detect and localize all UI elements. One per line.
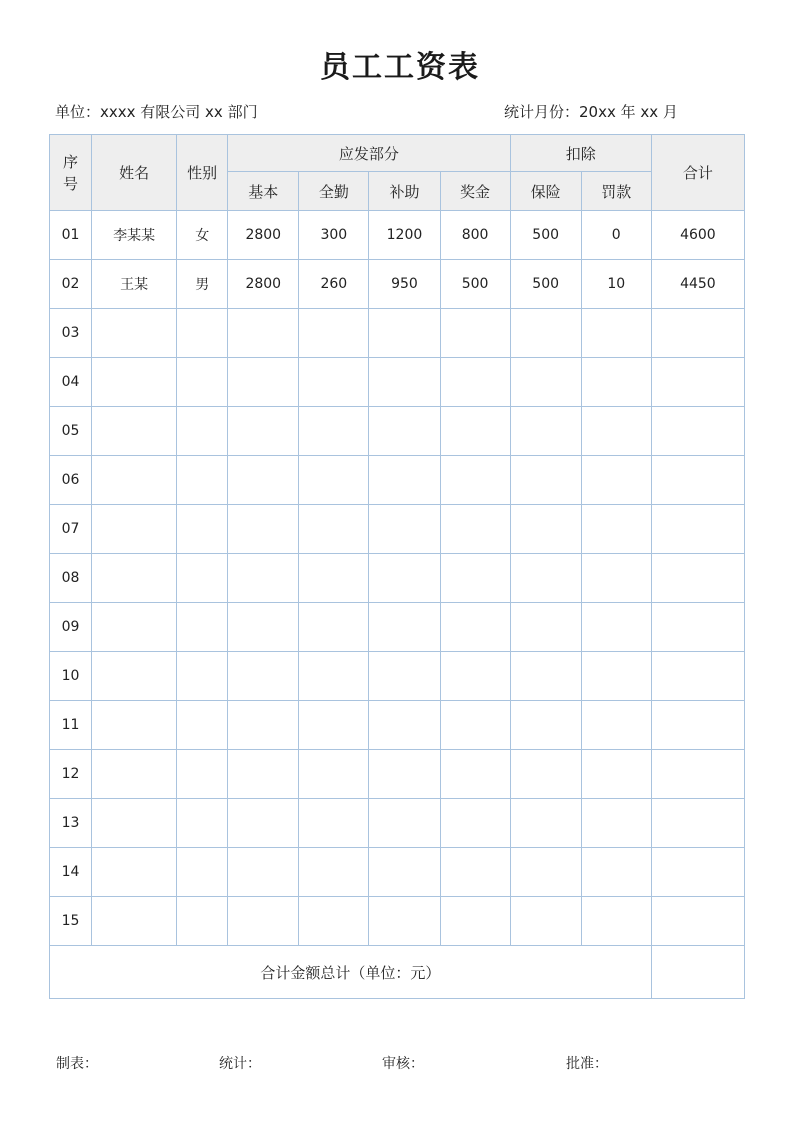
cell-insurance[interactable]: [510, 701, 581, 750]
cell-fine[interactable]: [581, 456, 651, 505]
cell-attendance[interactable]: [299, 309, 369, 358]
cell-name[interactable]: [92, 799, 177, 848]
cell-total[interactable]: [651, 554, 744, 603]
cell-total[interactable]: [651, 456, 744, 505]
header-payable: 应发部分: [228, 135, 510, 172]
cell-insurance[interactable]: [510, 309, 581, 358]
month-label: 统计月份：20xx 年 xx 月: [504, 103, 678, 121]
cell-attendance[interactable]: [299, 603, 369, 652]
cell-seq: 01: [50, 211, 92, 260]
cell-gender[interactable]: [177, 750, 228, 799]
cell-base[interactable]: [228, 505, 299, 554]
cell-bonus[interactable]: [440, 799, 510, 848]
cell-seq: 03: [50, 309, 92, 358]
cell-seq: 11: [50, 701, 92, 750]
cell-base[interactable]: [228, 750, 299, 799]
cell-fine[interactable]: [581, 701, 651, 750]
header-insurance: 保险: [510, 172, 581, 211]
cell-fine[interactable]: [581, 554, 651, 603]
cell-insurance[interactable]: 500: [510, 260, 581, 309]
cell-seq: 05: [50, 407, 92, 456]
cell-name[interactable]: [92, 848, 177, 897]
table-row: [50, 211, 745, 260]
cell-base[interactable]: [228, 652, 299, 701]
cell-fine[interactable]: 10: [581, 260, 651, 309]
footer-statistics: 统计：: [219, 1056, 261, 1072]
cell-base[interactable]: [228, 554, 299, 603]
cell-subsidy[interactable]: [369, 554, 440, 603]
cell-seq: 14: [50, 848, 92, 897]
cell-gender[interactable]: [177, 799, 228, 848]
cell-subsidy[interactable]: 950: [369, 260, 440, 309]
cell-name[interactable]: [92, 603, 177, 652]
cell-bonus[interactable]: 800: [440, 211, 510, 260]
cell-attendance[interactable]: 260: [299, 260, 369, 309]
salary-table: [49, 134, 745, 999]
header-bonus: 奖金: [440, 172, 510, 211]
table-row: [50, 554, 745, 603]
total-label: 合计金额总计（单位：元）: [50, 946, 652, 999]
cell-bonus[interactable]: [440, 358, 510, 407]
cell-total[interactable]: 4600: [651, 211, 744, 260]
cell-subsidy[interactable]: [369, 799, 440, 848]
cell-gender[interactable]: [177, 848, 228, 897]
cell-insurance[interactable]: [510, 505, 581, 554]
table-row: [50, 750, 745, 799]
cell-base[interactable]: [228, 358, 299, 407]
cell-seq: 15: [50, 897, 92, 946]
cell-bonus[interactable]: [440, 309, 510, 358]
cell-name[interactable]: [92, 505, 177, 554]
cell-name[interactable]: [92, 750, 177, 799]
cell-fine[interactable]: [581, 799, 651, 848]
cell-insurance[interactable]: [510, 603, 581, 652]
cell-base[interactable]: [228, 456, 299, 505]
cell-total[interactable]: [651, 897, 744, 946]
table-row: [50, 407, 745, 456]
cell-gender[interactable]: [177, 897, 228, 946]
cell-subsidy[interactable]: [369, 456, 440, 505]
cell-total[interactable]: [651, 750, 744, 799]
cell-fine[interactable]: [581, 848, 651, 897]
cell-seq: 10: [50, 652, 92, 701]
header-name: 姓名: [92, 135, 177, 211]
table-row: [50, 799, 745, 848]
header-seq-bottom: 号: [63, 174, 79, 193]
cell-insurance[interactable]: 500: [510, 211, 581, 260]
cell-seq: 12: [50, 750, 92, 799]
cell-gender[interactable]: [177, 554, 228, 603]
cell-name[interactable]: [92, 358, 177, 407]
cell-bonus[interactable]: [440, 750, 510, 799]
footer-approve: 批准：: [566, 1056, 608, 1072]
cell-gender[interactable]: [177, 652, 228, 701]
table-row: [50, 358, 745, 407]
cell-gender[interactable]: [177, 701, 228, 750]
table-row: [50, 603, 745, 652]
cell-total[interactable]: [651, 799, 744, 848]
cell-fine[interactable]: [581, 505, 651, 554]
table-row: [50, 701, 745, 750]
cell-name[interactable]: 李某某: [92, 211, 177, 260]
page-title: 员工工资表: [320, 50, 480, 85]
header-seq: [50, 135, 92, 211]
cell-gender[interactable]: [177, 505, 228, 554]
cell-fine[interactable]: [581, 407, 651, 456]
cell-total[interactable]: [651, 652, 744, 701]
cell-gender[interactable]: [177, 603, 228, 652]
cell-name[interactable]: [92, 554, 177, 603]
table-row: [50, 260, 745, 309]
cell-fine[interactable]: [581, 750, 651, 799]
footer-review: 审核：: [382, 1056, 424, 1072]
header-attendance: 全勤: [299, 172, 369, 211]
footer-made-by: 制表：: [56, 1056, 98, 1072]
cell-attendance[interactable]: [299, 456, 369, 505]
cell-bonus[interactable]: [440, 603, 510, 652]
cell-attendance[interactable]: [299, 652, 369, 701]
cell-base[interactable]: [228, 897, 299, 946]
cell-insurance[interactable]: [510, 407, 581, 456]
cell-fine[interactable]: [581, 358, 651, 407]
cell-subsidy[interactable]: [369, 407, 440, 456]
table-row: [50, 848, 745, 897]
cell-insurance[interactable]: [510, 456, 581, 505]
cell-bonus[interactable]: [440, 505, 510, 554]
cell-base[interactable]: 2800: [228, 260, 299, 309]
cell-name[interactable]: [92, 456, 177, 505]
cell-subsidy[interactable]: [369, 848, 440, 897]
table-row: [50, 309, 745, 358]
header-seq-top: 序: [63, 152, 79, 171]
cell-name[interactable]: [92, 309, 177, 358]
header-subsidy: 补助: [369, 172, 440, 211]
cell-attendance[interactable]: 300: [299, 211, 369, 260]
cell-seq: 08: [50, 554, 92, 603]
cell-attendance[interactable]: [299, 554, 369, 603]
cell-bonus[interactable]: [440, 554, 510, 603]
cell-subsidy[interactable]: [369, 750, 440, 799]
cell-total[interactable]: [651, 848, 744, 897]
cell-insurance[interactable]: [510, 848, 581, 897]
cell-seq: 07: [50, 505, 92, 554]
cell-bonus[interactable]: 500: [440, 260, 510, 309]
cell-bonus[interactable]: [440, 456, 510, 505]
cell-total[interactable]: [651, 505, 744, 554]
cell-bonus[interactable]: [440, 407, 510, 456]
cell-bonus[interactable]: [440, 652, 510, 701]
cell-base[interactable]: [228, 407, 299, 456]
header-fine: 罚款: [581, 172, 651, 211]
cell-base[interactable]: [228, 848, 299, 897]
cell-attendance[interactable]: [299, 407, 369, 456]
cell-insurance[interactable]: [510, 897, 581, 946]
cell-fine[interactable]: [581, 603, 651, 652]
cell-attendance[interactable]: [299, 848, 369, 897]
cell-attendance[interactable]: [299, 505, 369, 554]
cell-attendance[interactable]: [299, 799, 369, 848]
cell-seq: 09: [50, 603, 92, 652]
cell-subsidy[interactable]: [369, 897, 440, 946]
cell-fine[interactable]: [581, 897, 651, 946]
cell-attendance[interactable]: [299, 701, 369, 750]
cell-fine[interactable]: [581, 309, 651, 358]
cell-name[interactable]: [92, 407, 177, 456]
cell-seq: 02: [50, 260, 92, 309]
cell-base[interactable]: [228, 799, 299, 848]
cell-insurance[interactable]: [510, 554, 581, 603]
cell-name[interactable]: [92, 652, 177, 701]
cell-gender[interactable]: 女: [177, 211, 228, 260]
table-row: [50, 505, 745, 554]
cell-subsidy[interactable]: [369, 309, 440, 358]
cell-insurance[interactable]: [510, 652, 581, 701]
cell-subsidy[interactable]: [369, 505, 440, 554]
cell-subsidy[interactable]: 1200: [369, 211, 440, 260]
cell-seq: 06: [50, 456, 92, 505]
cell-gender[interactable]: [177, 407, 228, 456]
cell-subsidy[interactable]: [369, 652, 440, 701]
cell-name[interactable]: [92, 701, 177, 750]
cell-attendance[interactable]: [299, 897, 369, 946]
cell-base[interactable]: [228, 701, 299, 750]
header-gender: 性别: [177, 135, 228, 211]
header-base: 基本: [228, 172, 299, 211]
cell-total[interactable]: [651, 358, 744, 407]
cell-bonus[interactable]: [440, 701, 510, 750]
cell-gender[interactable]: 男: [177, 260, 228, 309]
table-row: [50, 652, 745, 701]
cell-total[interactable]: [651, 603, 744, 652]
cell-insurance[interactable]: [510, 358, 581, 407]
table-body: [50, 211, 745, 946]
cell-base[interactable]: [228, 603, 299, 652]
table-row: [50, 897, 745, 946]
cell-total[interactable]: [651, 701, 744, 750]
cell-name[interactable]: [92, 897, 177, 946]
cell-attendance[interactable]: [299, 750, 369, 799]
cell-base[interactable]: 2800: [228, 211, 299, 260]
cell-subsidy[interactable]: [369, 701, 440, 750]
cell-total[interactable]: [651, 309, 744, 358]
cell-name[interactable]: 王某: [92, 260, 177, 309]
header-deduction: 扣除: [510, 135, 651, 172]
header-total: 合计: [651, 135, 744, 211]
cell-gender[interactable]: [177, 309, 228, 358]
cell-seq: 13: [50, 799, 92, 848]
cell-base[interactable]: [228, 309, 299, 358]
cell-total[interactable]: 4450: [651, 260, 744, 309]
cell-attendance[interactable]: [299, 358, 369, 407]
cell-subsidy[interactable]: [369, 603, 440, 652]
table-row: [50, 456, 745, 505]
total-value-cell[interactable]: [651, 946, 744, 999]
cell-total[interactable]: [651, 407, 744, 456]
cell-bonus[interactable]: [440, 848, 510, 897]
cell-seq: 04: [50, 358, 92, 407]
cell-gender[interactable]: [177, 456, 228, 505]
cell-bonus[interactable]: [440, 897, 510, 946]
cell-insurance[interactable]: [510, 799, 581, 848]
cell-fine[interactable]: [581, 652, 651, 701]
cell-gender[interactable]: [177, 358, 228, 407]
unit-label: 单位：xxxx 有限公司 xx 部门: [55, 103, 258, 121]
cell-fine[interactable]: 0: [581, 211, 651, 260]
cell-subsidy[interactable]: [369, 358, 440, 407]
cell-insurance[interactable]: [510, 750, 581, 799]
